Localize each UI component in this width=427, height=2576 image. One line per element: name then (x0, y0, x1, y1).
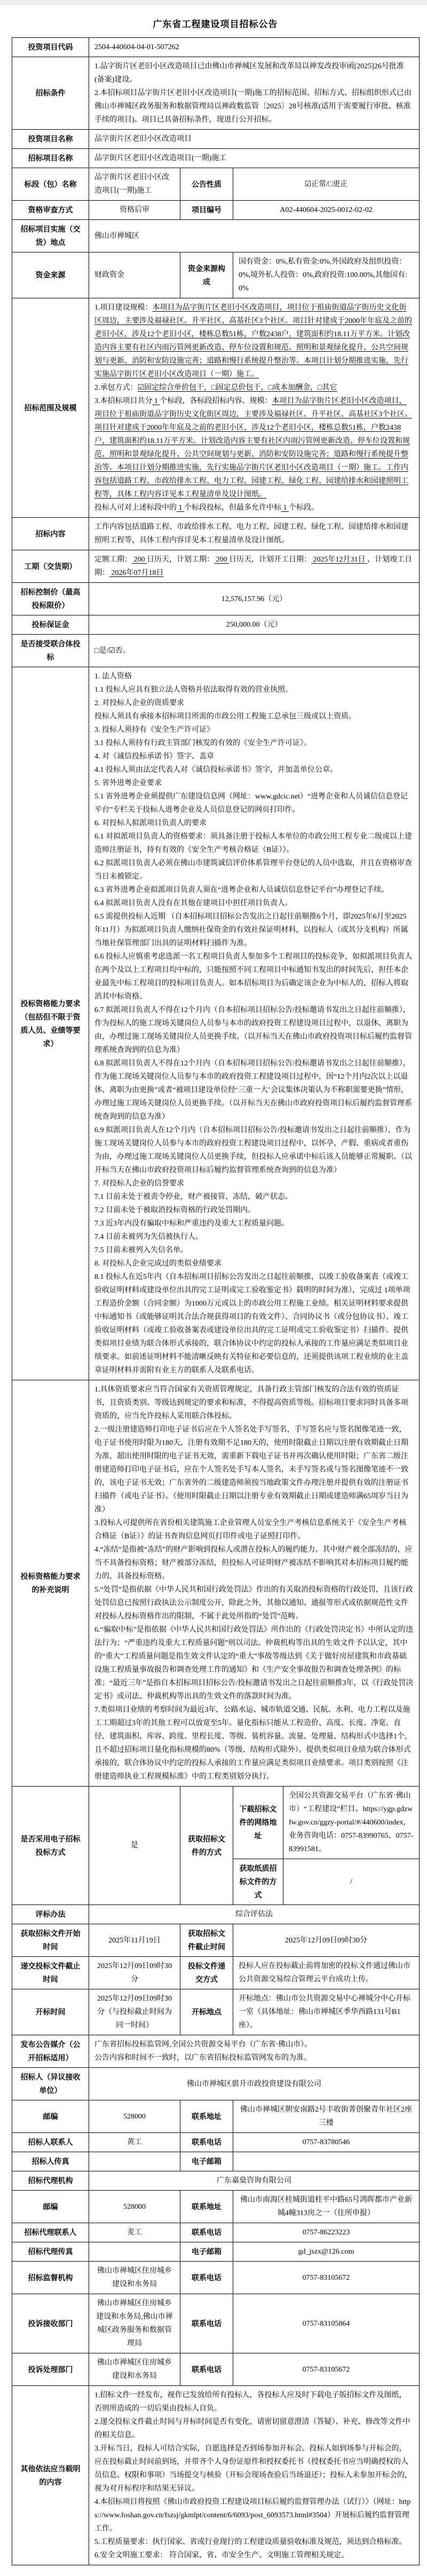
tender-content-value-text: 工作内容包括道路工程、市政给排水工程、电力工程、园建工程、绿化工程、园建给排水和园建照明工程等，具体工程内容详见本工程量清单及设计图纸。 (94, 523, 408, 544)
table-row-delivery-location (12, 220, 420, 252)
tender-scope-value-text: 1.项目建设规模：本项目为品字街片区老旧小区改造项目，项目位于祖庙街道品字街历史文化街区周边，主要涉及福禄社区、升平社区、高基社区3个社区。项目针对建成于2000年年底及之前的老旧小区，涉及12个老旧小区，楼栋总数51栋，户数2438户，建筑面积约18.11万平方米。计划改造内容主要有社区内雨污管网更新改造、停车位设置和规范、照明和景观绿化提升、公共空间规划与更新、消防和安防设施完善；道路和慢行系统提升整治等。本项目计划分期推进实施，先行实施品字街片区老旧小区改造项目（一期）施工。 (94, 304, 412, 378)
tenderer-fax-value (89, 2152, 180, 2171)
funding-source-label (12, 252, 89, 298)
supervision-agency-label-text: 招标监督机构 (28, 2273, 73, 2282)
agency-contact-value-text: 麦工 (127, 2229, 142, 2237)
tenderer-email-label-text: 电子邮箱 (192, 2157, 222, 2166)
qualification-supplement-value-text: 4.“冻结”是指被“冻结”的财产影响到投标人或潜在投标人的履约能力。其中财产被全部冻结的，应当不具备投标资格；财产被部分冻结，但投标人可证明财产被冻结不影响其对本招标项目履约能力的，具备投标资格。 (94, 1546, 413, 1581)
agency-email-value (233, 2242, 420, 2262)
investment-project-code-label (12, 38, 89, 57)
table-row-complaint-reception (12, 2294, 420, 2353)
agency-contact-label (12, 2223, 89, 2242)
qualification-requirements-value-text: 2. 对投标人企业的资质要求 (94, 699, 184, 707)
delivery-location-label (12, 220, 89, 252)
agency-phone-value (233, 2223, 420, 2242)
page-title: 广东省工程建设项目招标公告 (153, 19, 278, 29)
section-package-value-text: 品字街片区老旧小区改造项目(一期)施工 (94, 173, 169, 195)
tenderer-postcode-label-text: 邮编 (43, 2112, 58, 2121)
tender-conditions-label (12, 57, 89, 130)
tender-project-name-value-text: 品字街片区老旧小区改造项目(一期)施工 (94, 154, 227, 162)
qualification-requirements-value-text: 6.9 拟派项目负责人在12个月内（自本招标项目招标公告/投标邀请书发出之日起往前顺推），作为施工现场关键岗位人员参与本市的政府投资工程建设项目过程中，以怀孕、产假、重病或者重伤为由，办理过施工现场关键岗位人员更换手续，但投标人应承诺中标后该人员能够正常履职。（以开标当天在佛山市政府投资项目标后履约监督管理系统查询到的信息为准） (94, 1126, 412, 1174)
doc-obtain-deadline-label (180, 1924, 233, 1957)
bid-bond-value (89, 615, 420, 635)
consortium-bidding-value-text: □是/☑否。 (94, 646, 130, 655)
table-row-supervision-agency (12, 2262, 420, 2294)
qualification-requirements-value-text: 6.3 省外进粤企业拟派项目负责人须在“进粤企业和人员诚信信息登记平台”办理登记手续。 (94, 886, 389, 894)
qualification-supplement-value-text: 1.具体资质要求应当符合国家有关资质管理规定，具备行政主管部门核发的合法有效的资质证书，且资质类别、等级达到规定的要求和标准，不得提高资质等级。招标项目要求同时具备多项资质的，应当允许投标人采用联合体投标。 (94, 1386, 408, 1420)
announcement-media-label (12, 2035, 89, 2068)
agency-address-label-text: 联系地址 (192, 2202, 222, 2211)
qualification-requirements-value-text: 1. 法人资格 (94, 673, 132, 681)
complaint-reception-label (12, 2294, 89, 2353)
qualification-requirements-value-text: 8. 对投标人企业完成过的类似业绩要求 (94, 1260, 222, 1268)
qualification-requirements-value-text: 7.3 近3年内没有骗取中标和严重违约及重大工程质量问题。 (94, 1220, 289, 1228)
project-number-value (233, 201, 420, 220)
bid-bond-label (12, 615, 89, 635)
qualification-review-value-text: 资格后审 (120, 206, 149, 214)
paper-doc-method-label-text: 获取纸质招标文件的方式 (239, 1864, 277, 1899)
download-url-value (283, 1787, 420, 1859)
complaint-handling-phone-value-text: 0757-83105672 (302, 2365, 350, 2374)
qualification-supplement-value-text: 6.“骗取中标”是指依据《中华人民共和国行政处罚法》所作出的《行政处罚决定书》中所认定的违法行为；“严重违约及重大工程质量问题”则以司法、仲裁机构等出具的生效文件予以认定，其中的“重大”工程质量问题是指生效文件认定的“重大”事故等级达到《关于做好房屋建筑和市政基础设施工程质量事故报告和调查处理工作的通知》和《生产安全事故报告和调查处理条例》的标准；“最近三年”是指自本招标项目招标公告/投标邀请书发出之日起往前顺推3年，以《行政处罚决定书》或司法、仲裁机构等出具的生效文件的落款时间为准。 (94, 1626, 414, 1701)
qualification-requirements-value-text: 5.1 省外进粤企业须提供广东建设信息网（网址：www.gdcic.net）“进粤企业和人员诚信信息登记平台”专栏关于投标人进粤企业及人员信息登记的网页打印件。 (94, 793, 408, 814)
tender-project-name-label (12, 149, 89, 168)
qualification-requirements-value-text: 6. 对投标人拟派项目负责人的要求 (94, 819, 207, 827)
evaluation-method-value (89, 1905, 420, 1924)
submission-deadline-value-text: 2025年12月09日09时30分 (97, 1962, 172, 1984)
investment-project-code-value (89, 38, 420, 57)
qualification-requirements-value-text: 7. 对投标人企业的信誉要求 (94, 1180, 184, 1188)
tenderer-phone-value-text: 0757-83780546 (302, 2138, 350, 2146)
evaluation-method-label (12, 1905, 89, 1924)
investment-project-name-label (12, 130, 89, 149)
other-contents-label (12, 2386, 89, 2565)
other-contents-value-text: 6.安全文明施工要求： 符合国家、省、市安全生产、文明施工管理相关规定。 (94, 2551, 349, 2559)
control-price-label-text: 招标控制价（最高投标限价） (20, 588, 81, 610)
investment-project-code-label-text: 投资项目代码 (28, 43, 73, 51)
table-row-tender-project-name (12, 149, 420, 168)
qualification-requirements-value-text: 5. 省外进粤企业要求 (94, 779, 162, 787)
tender-conditions-value (89, 57, 420, 130)
complaint-reception-phone-label (180, 2294, 233, 2353)
complaint-handling-value-text: 佛山市禅城区住房城乡建设和水务局 (97, 2359, 172, 2380)
complaint-handling-label (12, 2353, 89, 2386)
tenderer-phone-label (180, 2133, 233, 2152)
submission-deadline-label (12, 1957, 89, 1989)
qualification-supplement-value-text: 2.一级注册建造师打印电子证书后应在个人签名处手写签名，手写签名应与签名图像笔迹一致，电子证书使用时限为180天，注册有效期不足180天的，使用时限截止日期以注册有效期截止日期为准，超出使用时限的电子证书无效，需重新下载电子证书并再次确认使用时限；广东省二级注册建造师打印电子证书后，应在个人签名处手写本人签名，未手写签名或与签名图像笔迹不一致的，该电子证书无效；广东省外的二级建造师须按当地政策文件办理注册并提供有效的注册证书扫描件（或电子证书）。（使用时限截止日期以注册专业有效期截止日期或建造师满65周岁当日为准） (94, 1426, 408, 1514)
other-contents-value-text: 5.工程质量要求：执行国家、省或行业现行的工程建设质量验收标准及规范，须达到合格标准。 (94, 2538, 407, 2546)
tender-scope-label (12, 298, 89, 518)
agency-value (89, 2171, 420, 2191)
tenderer-value (89, 2068, 420, 2100)
evaluation-method-label-text: 评标办法 (35, 1910, 66, 1918)
delivery-location-value-text: 佛山市禅城区 (94, 232, 139, 240)
download-url-label-text: 下载招标文件的网络地址 (239, 1805, 277, 1840)
tender-content-value (89, 518, 420, 550)
funding-source-value (89, 252, 180, 298)
complaint-reception-phone-value-text: 0757-83105864 (302, 2319, 350, 2328)
qualification-requirements-value-text: 7.2 目前未处于被取消投标资格的行政处罚期内。 (94, 1206, 255, 1214)
agency-email-value-text: gd_jszx@126.com (298, 2248, 354, 2256)
table-row-qualification-supplement (12, 1380, 420, 1787)
table-row-bid-opening (12, 1989, 420, 2035)
qualification-requirements-value-text: 6.2 拟派项目负责人必须在佛山市建筑诚信评价体系管理平台登记的人员中选取，并且在资格审查当日未被锁定。 (94, 859, 412, 881)
table-row-construction-period (12, 550, 420, 583)
project-number-label (180, 201, 233, 220)
qualification-supplement-value-text: 5.“处罚”是指依据《中华人民共和国行政处罚法》作出的有关取消投标资格的行政处罚，且该行政处罚信息已按照行政执法公示制度公开，除此之外，其他以通知、通报等形式或依据规范性文件对投标人投标资格作出的限制，不属于此处所指的“处罚”范畴。 (94, 1586, 413, 1621)
table-row-funding-source (12, 252, 420, 298)
supervision-agency-value-text: 佛山市禅城区住房城乡建设和水务局 (97, 2267, 172, 2288)
submission-method-label-text: 投标文件递交方式 (188, 1962, 225, 1984)
qualification-requirements-value-text: 3.1 投标人须持有行政主管部门核发的有效的《安全生产许可证》。 (94, 739, 311, 747)
supervision-agency-value (89, 2262, 180, 2294)
investment-project-name-value-text: 品字街片区老旧小区改造项目 (94, 135, 192, 143)
agency-phone-label-text: 联系电话 (192, 2228, 222, 2237)
table-row-agency-contact (12, 2223, 420, 2242)
investment-project-code-value-text: 2504-440604-04-01-507262 (94, 43, 179, 51)
table-row-qualification-review (12, 201, 420, 220)
qualification-requirements-value-text: 7.4 目前未被列为失信被执行人。 (94, 1233, 203, 1241)
electronic-bidding-value (89, 1787, 180, 1905)
qualification-requirements-value-text: 1.1 投标人应具有独立法人资格并依法取得有效的营业执照。 (94, 686, 292, 694)
complaint-handling-phone-label (180, 2353, 233, 2386)
tenderer-postcode-value-text: 528000 (123, 2112, 146, 2121)
submission-method-value (233, 1957, 420, 1989)
table-row-agency-postcode (12, 2191, 420, 2223)
tenderer-label-text: 招标人（异议接收单位） (20, 2073, 81, 2095)
tenderer-contact-value (89, 2133, 180, 2152)
other-contents-value-text: 3.开标当日，投标人可结合实际，自愿选择是否到场参加开标会。投标人如到场参与开标会的，应在投标截止时间前到场，并带齐个人身份证原件和授权委托书（授权委托书应当明确授权的人员信息、权限和事项）当场提交与核验（开标会现场查验后当场退还）；投标人未参加开标会的，视为对开标程序和结果无异议。 (94, 2445, 412, 2493)
tenderer-email-label (180, 2152, 233, 2171)
construction-period-value (89, 550, 420, 583)
doc-obtain-start-value (89, 1924, 180, 1957)
agency-contact-label-text: 招标代理联系人 (24, 2228, 77, 2237)
table-row-tender-content (12, 518, 420, 550)
table-row-announcement-media (12, 2035, 420, 2068)
delivery-location-label-text: 招标项目实施（交货）地点 (20, 225, 81, 247)
announcement-media-value (89, 2035, 420, 2068)
bid-opening-time-value-text: 2025年12月09日09时30分（与投标截止时间为同一时间） (97, 1995, 172, 2029)
table-row-investment-project-name (12, 130, 420, 149)
tender-project-name-value (89, 149, 420, 168)
doc-obtain-start-label (12, 1924, 89, 1957)
construction-period-label (12, 550, 89, 583)
other-contents-value-text: 4.本招标项目将按照《佛山市政府投资工程建设项目标后履约监督管理办法（试行）》（网址：https://www.foshan.gov.cn/fszsj/gkmlpt/content/6/6093/post_6093573.html#3504）开展标后履约监督管理工作。 (94, 2498, 411, 2533)
qualification-requirements-value-text: 6.5 需提供投标人近期 （自本招标项目招标公告发出之日起往前顺推6个月，即2025年6月至2025年11月）为拟派项目负责人缴纳社保资金的有效社保证明材料，以投标人（或其分支机构）所属当地社保管理部门出具的证明材料扫描件为准。 (94, 913, 408, 947)
complaint-reception-value-text: 佛山市禅城区住房城乡建设和水务局,佛山市禅城区政务服务和数据管理局 (96, 2300, 173, 2348)
announcement-nature-value (233, 168, 420, 201)
tender-project-name-label-text: 招标项目名称 (28, 154, 73, 162)
agency-phone-label (180, 2223, 233, 2242)
table-row-tenderer-fax (12, 2152, 420, 2171)
qualification-requirements-value-text: 6.1 对拟派项目负责人的资格要求：须具备注册于投标人本单位的市政公用工程专业二级或以上建造师注册证书，持有有效的《安全生产考核合格证（B证）》。 (94, 833, 412, 854)
tender-content-label (12, 518, 89, 550)
complaint-handling-phone-value (233, 2353, 420, 2386)
tenderer-contact-value-text: 黄工 (127, 2138, 142, 2146)
project-number-label-text: 项目编号 (192, 206, 222, 214)
qualification-review-label (12, 201, 89, 220)
complaint-handling-phone-label-text: 联系电话 (192, 2365, 222, 2374)
table-row-complaint-handling (12, 2353, 420, 2386)
table-row-tenderer-contact (12, 2133, 420, 2152)
supervision-phone-value (233, 2262, 420, 2294)
tenderer-postcode-label (12, 2100, 89, 2133)
agency-fax-value (89, 2242, 180, 2262)
agency-postcode-value (89, 2191, 180, 2223)
doc-obtain-deadline-label-text: 获取招标文件截止时间 (188, 1929, 225, 1951)
agency-postcode-value-text: 528000 (123, 2202, 146, 2211)
qualification-requirements-value-text: 8.1 投标人在近5年内（自本招标项目招标公告发出之日起往前顺推，以竣工验收备案表（或竣工验收证明材料或建设单位出具的完工证明或完工验收鉴定书）载明的时间为准），完成过 1项单项工程造价金额（合同金额）为1000万元或以上的市政公用工程施工业绩。相关证明材料要求提供中标通知书（或能够证明其合法合规获得项目的有效文件）、合同协议书（或分包协议书）、竣工验收证明材料（或竣工验收备案表或建设单位出具的完工证明或完工验收鉴定书）扫描件。提供类似项目业绩为联合体形式承接的，联合体协议中约定的投标人承接的工作量应满足类似项目业绩要求。如前述证明材料不能清晰反映有关特征和必要信息的，还须提供该项工程业绩的业主盖章证明材料并需附有业主方的联系人及联系电话。 (94, 1273, 410, 1374)
investment-project-name-value (89, 130, 420, 149)
download-url-label (233, 1787, 283, 1859)
paper-doc-method-label (233, 1859, 283, 1905)
construction-period-label-text: 工期（交货期） (24, 562, 77, 571)
bid-opening-time-label (12, 1989, 89, 2035)
investment-project-name-label-text: 投资项目名称 (28, 135, 73, 143)
funding-composition-value-text: 国有资金：0%,私有资金:0%,外国政府及组织投资：0%,境外私人投资：0%,政府投资:100.00%,其他国有:0% (239, 258, 407, 293)
table-row-tender-scope (12, 298, 420, 518)
funding-composition-label (180, 252, 233, 298)
bid-bond-value-text: 250,000.00（元） (226, 621, 282, 629)
qualification-requirements-value-text: 投标人须具有承接本招标项目所需的市政公用工程施工总承包三级或以上资质。 (94, 713, 356, 721)
tenderer-fax-label (12, 2152, 89, 2171)
tenderer-address-label (180, 2100, 233, 2133)
table-row-control-price (12, 583, 420, 615)
qualification-requirements-label (12, 667, 89, 1380)
table-row-consortium-bidding (12, 635, 420, 667)
announcement-document (0, 5, 427, 2576)
announcement-nature-label-text: 公告性质 (192, 179, 222, 188)
qualification-supplement-label-text: 投标资格能力要求的补充说明 (20, 1572, 81, 1594)
table-row-investment-project-code (12, 38, 420, 57)
submission-deadline-value (89, 1957, 180, 1989)
qualification-requirements-value-text: 4. 对《诚信投标承诺书》签字、盖章 (94, 753, 214, 761)
qualification-supplement-value (89, 1380, 420, 1787)
announcement-nature-label (180, 168, 233, 201)
announcement-media-value-text: 广东省招标投标监管网,全国公共资源交易平台（广东省·佛山市）。 (94, 2041, 312, 2049)
doc-obtain-deadline-value-text: 2025年12月09日09时30分 (285, 1936, 368, 1945)
paper-doc-method-value (283, 1859, 420, 1905)
construction-period-value-text: 定额工期： 200 日历天，计划工期： 200 日历天，计划开工日期： 2025年12月31日 ，计划竣工日期： 2026年07月18日 (94, 556, 412, 577)
consortium-bidding-label (12, 635, 89, 667)
tender-conditions-label-text: 招标条件 (35, 89, 66, 97)
qualification-requirements-value-text: 6.4 拟派项目负责人没有在其他在建项目中担任项目负责人。 (94, 899, 292, 907)
table-row-evaluation-method (12, 1905, 420, 1924)
qualification-supplement-value-text: 3.投标人可提供所在省份相关建筑施工企业管理人员安全生产考核信息系统关于《安全生产考核合格证（B证）》的证书查询信息网页打印件或电子证照打印件。 (94, 1519, 407, 1540)
control-price-label (12, 583, 89, 615)
funding-source-value-text: 财政资金 (94, 271, 124, 279)
download-url-value-text: 全国公共资源交易平台（广东省·佛山市）“工程建设”栏目。https://ygp.gdzwfw.gov.cn/ggzy-portal/#/440600/index，业务咨询电话：0757-83990765、0757-83991581。 (289, 1792, 414, 1853)
supervision-agency-label (12, 2262, 89, 2294)
other-contents-value-text: 2.递交投标文件截止时间与开标时间是否有变化，请密切留意澄清（答疑）、补充、修改等文件中的相关信息。 (94, 2418, 410, 2439)
bid-opening-place-value (233, 1989, 420, 2035)
electronic-bidding-value-text: 是 (131, 1842, 138, 1850)
bid-opening-place-value-text: 开标地点：佛山市公共资源交易中心禅城分中心开标一室（具体地址：佛山市禅城区季华西路131号B1座）。 (239, 1995, 410, 2029)
announcement-nature-value-text: ☑正常/□更正 (304, 180, 348, 188)
supervision-phone-value-text: 0757-83105672 (302, 2273, 350, 2282)
control-price-value-text: 12,576,157.96（元） (221, 595, 287, 603)
electronic-bidding-label (12, 1787, 89, 1905)
qualification-requirements-value-text: 6.8 拟派项目负责人不得在12个月内（自本招标项目招标公告/投标邀请书发出之日起往前顺推），作为施工现场关键岗位人员参与本市的政府投资工程建设项目过程中，因“12个月内2次以上以退休、离职为由更换”或者“被项目建设单位经‘三重一大’会议集体决策认为不称职需要更换”情形，办理过施工现场关键岗位人员更换手续。（以开标当天在佛山市政府投资项目标后履约监督管理系统查询到的信息为准） (94, 1060, 412, 1121)
table-row-other-contents (12, 2386, 420, 2565)
table-row-agency (12, 2171, 420, 2191)
tender-scope-label-text: 招标范围及规模 (24, 403, 77, 412)
page-top-strip (0, 0, 427, 5)
funding-source-label-text: 资金来源 (35, 271, 66, 279)
table-row-tenderer (12, 2068, 420, 2100)
qualification-requirements-value (89, 667, 420, 1380)
consortium-bidding-value (89, 635, 420, 667)
submission-deadline-label-text: 递交投标文件截止时间 (20, 1962, 81, 1984)
agency-fax-label-text: 招标代理传真 (28, 2247, 73, 2256)
tender-scope-value-text: 投标人可对上述标段中的 1 个标段投标，但最多允许中标 1 个标段。 (94, 504, 319, 512)
agency-email-label (180, 2242, 233, 2262)
project-number-value-text: A02-440604-2025-0012-02-02 (280, 206, 373, 214)
bid-opening-time-value (89, 1989, 180, 2035)
table-row-tender-conditions (12, 57, 420, 130)
bid-opening-place-label (180, 1989, 233, 2035)
agency-phone-value-text: 0757-86223223 (302, 2229, 350, 2237)
agency-fax-label (12, 2242, 89, 2262)
tenderer-address-value (233, 2100, 420, 2133)
electronic-bidding-label-text: 是否采用电子招标投标方式 (20, 1834, 81, 1856)
doc-obtain-start-value-text: 2025年11月19日 (108, 1936, 161, 1945)
section-package-label (12, 168, 89, 201)
bid-opening-place-label-text: 开标地点 (192, 2008, 222, 2016)
complaint-reception-value (89, 2294, 180, 2353)
section-package-value (89, 168, 180, 201)
paper-doc-method-value-text: / (350, 1878, 352, 1886)
other-contents-value-text: 1.招标文件一经发布，视作已发放给所有投标人，各投标人应及时下载电子版招标文件及图纸，否则所造成的一切后果由投标人自负。 (94, 2391, 407, 2413)
table-row-doc-obtain-time (12, 1924, 420, 1957)
supervision-phone-label-text: 联系电话 (192, 2273, 222, 2282)
tender-scope-value-text: 2.承包方式：☑固定综合单价包干，□固定总价包干，□成本加酬金，□其它 (94, 384, 337, 392)
submission-method-value-text: 投标人应在投标截止前将加密的投标文件通过佛山市公共资源交易综合管理云平台成功上传。 (239, 1962, 410, 1984)
tenderer-contact-label (12, 2133, 89, 2152)
tenderer-address-label-text: 联系地址 (192, 2112, 222, 2121)
qualification-supplement-label (12, 1380, 89, 1787)
tender-conditions-value-text: 2.本招标项目品字街片区老旧小区改造项目(一期)施工的招标范围、招标方式、招标组织形式已由佛山市禅城区政务服务和数据管理局以禅政数监管〔2025〕28号核准(适用于需要履行审批、核准手续的项目)。项目已具备招标条件，现进行公开招标。 (94, 89, 412, 124)
delivery-location-value (89, 220, 420, 252)
qualification-requirements-value-text: 3. 投标人须持有《安全生产许可证》 (94, 726, 214, 734)
evaluation-method-value-text: 综合评估法 (235, 1910, 273, 1918)
doc-obtain-deadline-value (233, 1924, 420, 1957)
tenderer-address-value-text: 佛山市禅城区朝安南路2号丰收街菁创聚青年社区2座三楼 (240, 2106, 413, 2127)
table-row-electronic-bidding (12, 1787, 420, 1859)
qualification-requirements-value-text: 7.5 目前未被列入失信名单。 (94, 1246, 188, 1254)
announcement-table-body (12, 38, 420, 2565)
other-contents-label-text: 其他依法应当载明的内容 (20, 2464, 81, 2486)
doc-obtain-method-label (180, 1787, 233, 1905)
tenderer-phone-value (233, 2133, 420, 2152)
qualification-supplement-value-text: 7.类似项目业绩的考察时间为最近3年，公路水运、城市轨道交通、民航、水利、电力工程以及施工工期超过3年的其他工程可以放宽至5年。量化指标只能从工程造价、高度、长度、净宽、直径、建筑面积、库容、跨度、里程长度、等级、装机容量、流量、处理量、结构形式中选择1个，且不超过招标项目量化指标规模的80%（等级、结构形式除外）。提供类似项目业绩为联合体形式承接的，联合体协议中约定的投标人承接的工作量应满足类似项目业绩要求。项目类别按照《注册建造师执业工程规模标准》中的工程类别划分执行。 (94, 1706, 412, 1781)
tenderer-label (12, 2068, 89, 2100)
tenderer-value-text: 佛山市禅城区骐升市政投资建设有限公司 (187, 2080, 322, 2088)
tender-scope-value-text: 3.本招标项目共分 1 个标段，各标段招标内容、规模：本项目为品字街片区老旧小区改造项目，项目位于祖庙街道品字街历史文化街区周边，主要涉及福禄社区、升平社区、高基社区3个社区。项目针对建成于2000年年底及之前的老旧小区，涉及12个老旧小区，楼栋总数51栋，户数2438户，建筑面积约18.11万平方米。计划改造内容主要有社区内雨污管网更新改造、停车位设置和规范、照明和景观绿化提升、公共空间规划与更新、消防和安防设施完善；道路和慢行系统提升整治等。本项目计划分期推进实施，先行实施品字街片区老旧小区改造项目（一期）施工。工作内容包括道路工程、市政给排水工程、电力工程、园建工程、绿化工程、园建给排水和园建照明工程等，具体工程内容详见本工程量清单及设计图纸。 (94, 397, 412, 499)
funding-composition-label-text: 资金来源构成 (188, 264, 225, 286)
bid-opening-time-label-text: 开标时间 (35, 2008, 66, 2016)
funding-composition-value (233, 252, 420, 298)
table-row-qualification-requirements (12, 667, 420, 1380)
complaint-handling-value (89, 2353, 180, 2386)
table-row-tenderer-postcode (12, 2100, 420, 2133)
complaint-reception-phone-label-text: 联系电话 (192, 2319, 222, 2328)
control-price-value (89, 583, 420, 615)
submission-method-label (180, 1957, 233, 1989)
tender-conditions-value-text: 1.品字街片区老旧小区改造项目已由佛山市禅城区发展和改革局以禅发改投审函[2025]26号批准(备案)建设。 (94, 62, 404, 84)
doc-obtain-method-label-text: 获取招标文件的方式 (188, 1834, 225, 1856)
complaint-reception-label-text: 投诉接收部门 (28, 2319, 73, 2328)
agency-email-label-text: 电子邮箱 (192, 2247, 222, 2256)
agency-label (12, 2171, 89, 2191)
qualification-review-value (89, 201, 180, 220)
agency-value-text: 广东嘉燊咨询有限公司 (217, 2177, 292, 2185)
supervision-phone-label (180, 2262, 233, 2294)
tenderer-fax-label-text: 招标人传真 (31, 2157, 69, 2166)
agency-contact-value (89, 2223, 180, 2242)
table-row-submission-deadline (12, 1957, 420, 1989)
qualification-requirements-value-text: 6.6 投标人应慎重考虑选派一名工程项目负责人参加多个工程项目的投标竞争，如拟派项目负责人在两个及以上工程项目均中标的，只能按照不同工程项目中标通知书发出的时间先后，担任本企业最先中标工程项目的投标项目负责人。如本招标项目为后确定该企业为中标人的，招标人将取消其中标资格。 (94, 953, 412, 1001)
table-row-agency-fax (12, 2242, 420, 2262)
announcement-table (12, 37, 420, 2565)
qualification-requirements-value-text: 6.7 拟派项目负责人不得在12个月内（自本招标项目招标公告/投标邀请书发出之日起往前顺推），作为投标人的施工现场关键岗位人员参与本市的政府投资工程建设项目过程中，以退休、离职为由，办理过施工现场关键岗位人员更换手续。（以开标当天在佛山市政府投资项目标后履约监督管理系统查询到的信息为准） (94, 1006, 412, 1054)
tenderer-postcode-value (89, 2100, 180, 2133)
bid-bond-label-text: 投标保证金 (31, 620, 69, 629)
table-row-bid-bond (12, 615, 420, 635)
tenderer-contact-label-text: 招标人联系人 (28, 2138, 73, 2146)
tender-scope-value (89, 298, 420, 518)
section-package-label-text: 标段（包）名称 (24, 179, 77, 188)
agency-address-label (180, 2191, 233, 2223)
consortium-bidding-label-text: 是否接受联合体投标 (20, 639, 81, 661)
qualification-requirements-value-text: 4.1 投标人须由法定代表人对《诚信投标承诺书》签字，并加盖单位公章。 (94, 766, 337, 774)
qualification-requirements-label-text: 投标资格能力要求（包括但不限于资质人员、业绩等要求） (20, 999, 81, 1048)
agency-address-value-text: 佛山市南海区桂城街道桂平中路65号鸿晖都市产业新城4幢313房之一（住所申报） (240, 2196, 413, 2217)
tender-content-label-text: 招标内容 (35, 529, 66, 538)
qualification-requirements-value-text: 7.1 目前未处于被责令停业，财产被接管、冻结，破产状态。 (94, 1193, 292, 1201)
agency-label-text: 招标代理机构 (28, 2176, 73, 2185)
agency-address-value (233, 2191, 420, 2223)
complaint-handling-label-text: 投诉处理部门 (28, 2365, 73, 2374)
announcement-media-label-text: 发布公告媒介（公开招标适用） (20, 2040, 81, 2062)
complaint-reception-phone-value (233, 2294, 420, 2353)
agency-postcode-label (12, 2191, 89, 2223)
qualification-review-label-text: 资格审查方式 (28, 206, 73, 214)
announcement-media-value-text: 公告内容和时间不一致时，以广东省招标投标监管网发布的为准。 (94, 2054, 311, 2062)
tenderer-email-value (233, 2152, 420, 2171)
other-contents-value (89, 2386, 420, 2565)
tenderer-phone-label-text: 联系电话 (192, 2138, 222, 2146)
table-row-section-package (12, 168, 420, 201)
doc-obtain-start-label-text: 获取招标文件开始时间 (20, 1929, 81, 1951)
agency-postcode-label-text: 邮编 (43, 2202, 58, 2211)
